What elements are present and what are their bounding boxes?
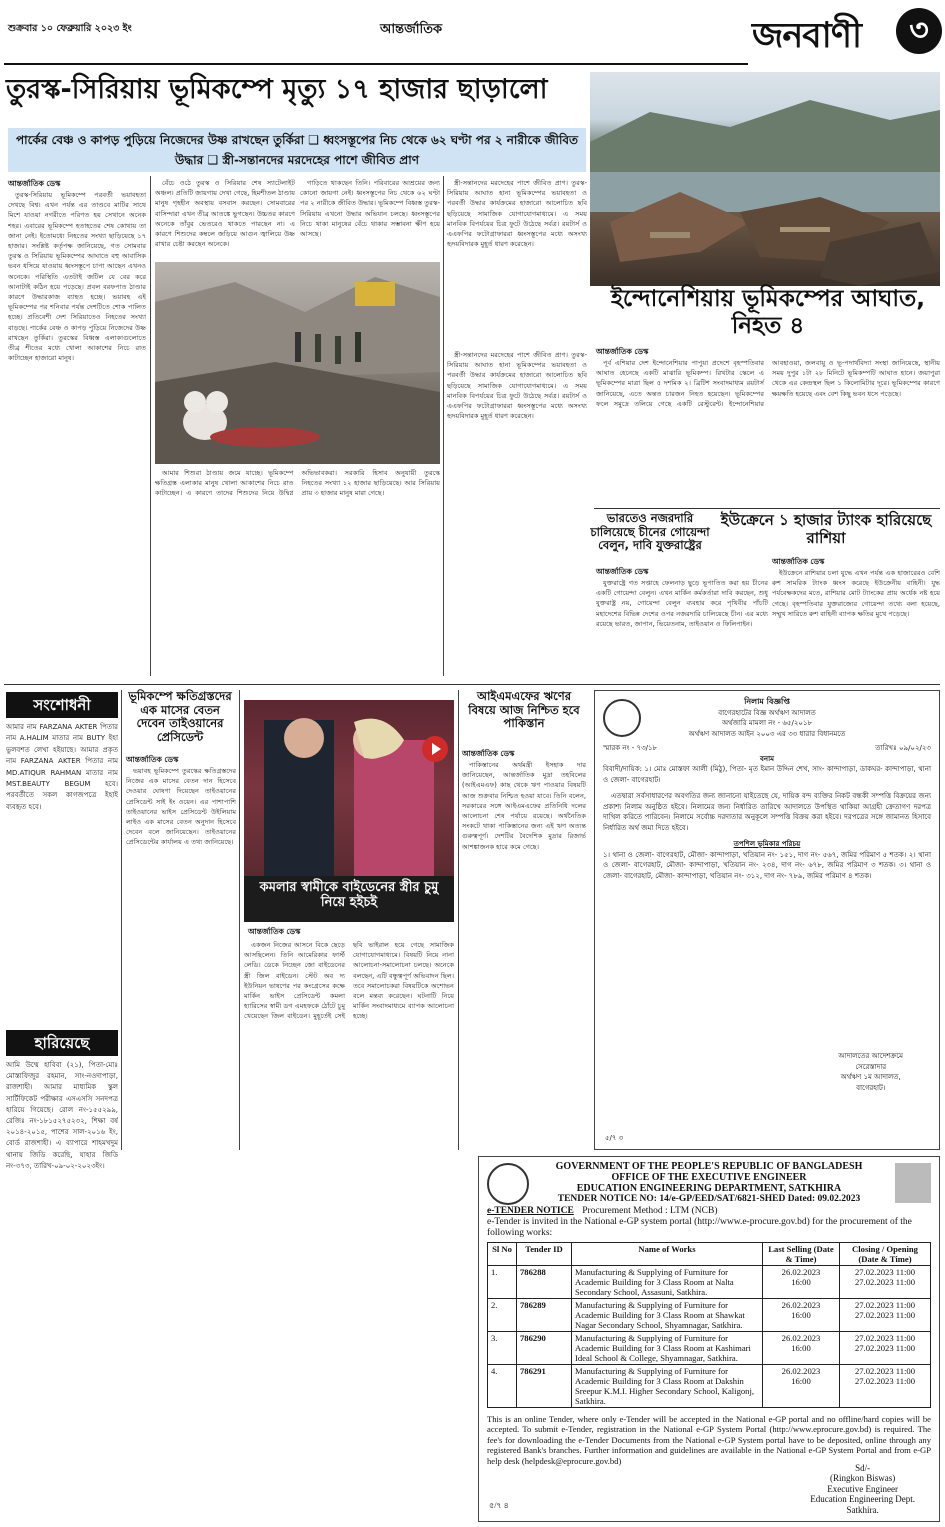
masthead: [0, 0, 945, 72]
row-closing: [840, 1365, 931, 1408]
tender-notice-no: TENDER NOTICE NO: 14/e-GP/EED/SAT/6821-SHED Dated: 09.02.2023: [557, 1194, 861, 1204]
lost-body: আমি উম্মে হাবিবা (২১), পিতা-মোঃ মোস্তাফিজুর রহমান, সাং-নওদাপাড়া, রাজশাহী। আমার মাধ্যমিক স্কুল সার্টিফিকেট পরীক্ষার এসএসসি সনদপত্র হারিয়ে গিয়েছে। রোল নং-১৫৫২৯৯, রেজিঃ নং-১৮১৫২৭৫২৩২, শিক্ষা বর্ষ ২০১৪-২০১৫, পাশের সাল-২০১৬ ইং, বোর্ড রাজশাহী। এ ব্যাপারে শাহমখদুম থানায় জিডি করেছি, যাহার জিডি নং-৩৭৩, তারিখ-০৯-০২-২০২৩ইং।: [6, 1061, 118, 1170]
tender-sign-title: Executive Engineer: [827, 1483, 898, 1494]
tender-intro: e-Tender is invited in the National e-GP system portal (http://www.e-procure.gov.bd) for the procurement of the following works:: [487, 1217, 912, 1238]
court-name: বাগেরহাটের বিজ্ঞ অর্থঋণ আদালত: [718, 708, 816, 717]
lost-title: হারিয়েছে: [6, 1030, 118, 1056]
tender-sign-sd: Sd/-: [855, 1462, 871, 1473]
imf-body: [462, 760, 586, 1150]
sell-time: 16:00: [791, 1343, 811, 1353]
court-sign-3: অর্থঋণ ১ম আদালত,: [840, 1073, 901, 1081]
section-rule: [4, 684, 940, 685]
correction-title: সংশোধনী: [6, 692, 118, 718]
china-body-text: যুক্তরাষ্ট্রে গত সপ্তাহে ফেলনাড় ছুড়ে ভূপাতিত করা হয় চীনের একটি গোয়েন্দা বেলুন। এখন মার্কিন কর্মকর্তারা দাবি করছেন, শুধু যুক্তরাষ্ট্র নয়, গোয়েন্দা বেলুন ব্যবহার করে পৃথিবীর পাঁচটি মহাদেশের বিভিন্ন দেশের ওপর নজরদারি চালিয়েছে চীন। এর মধ্যে রয়েছে ভারত, জাপান, ভিয়েতনাম, তাইওয়ান ও ফিলিপাইন।: [596, 579, 768, 628]
page-number-badge: ৩: [896, 8, 942, 54]
col-closing-opening: Closing / Opening (Date & Time): [840, 1243, 931, 1266]
imf-body-text: পাকিস্তানের অর্থমন্ত্রী ইসহাক দার জানিয়েছেন, আন্তর্জাতিক মুদ্রা তহবিলের (আইএমএফ) কাছ থেকে ঋণ পাওয়ার বিষয়টি আজ শুক্রবার নিশ্চিত হওয়া যাবে। তিনি বলেন, সরকারের সঙ্গে আইএমএফের প্রতিনিধি দলের আলোচনা শেষ পর্যায়ে রয়েছে। অর্থনৈতিক সংকটে থাকা পাকিস্তানের জন্য এই ঋণ অত্যন্ত গুরুত্বপূর্ণ। দেশটির বৈদেশিক মুদ্রার রিজার্ভ আশঙ্কাজনক হারে কমে গেছে।: [462, 761, 586, 851]
column-rule: [239, 690, 240, 1150]
kamala-body: [244, 940, 454, 1150]
kamala-body-text: একজন নিজের আসনে বিকে ছেড়ে আসছিলেন। তিনি আমেরিকার ফার্স্ট লেডি। ডেকে নিচ্ছেন জো বাইডেনের স্ত্রী জিল বাইডেন। স্টেট অব দ্য ইউনিয়ন ভাষণের পর কংগ্রেসের কক্ষে মার্কিন ভাইস প্রেসিডেন্ট কমলা হ্যারিসের স্বামী ডগ এমহফকে ঠোঁটে চুমু খেয়েছেন জিল বাইডেন। মুহূর্তেই সেই ছবি ভাইরাল হয়ে গেছে সামাজিক যোগাযোগমাধ্যমে। বিষয়টি নিয়ে নানা আলোচনা-সমালোচনা চলছে। অনেকে বলছেন, এটি বন্ধুত্বপূর্ণ অভিবাদন ছিল। তবে সমালোচকরা বিষয়টিকে অশোভন বলে মন্তব্য করেছেন। ঘটনাটি নিয়ে মার্কিন সংবাদমাধ্যমে ব্যাপক আলোচনা হচ্ছে।: [244, 941, 454, 1021]
ukraine-body: [772, 568, 940, 678]
tender-method: Procurement Method : LTM (NCB): [582, 1206, 718, 1216]
close-date: 27.02.2023 11:00: [854, 1366, 916, 1376]
court-sign-4: বাগেরহাট।: [856, 1083, 886, 1092]
imf-desk: আন্তর্জাতিক ডেস্ক: [462, 749, 515, 758]
china-body: [596, 578, 768, 678]
sell-time: 16:00: [791, 1376, 811, 1386]
row-tender-id: 786288: [517, 1266, 572, 1299]
col-sl: Sl No: [488, 1243, 517, 1266]
col-tender-id: Tender ID: [517, 1243, 572, 1266]
portrait-mark: [895, 1163, 931, 1203]
indonesia-body: [596, 358, 940, 506]
tender-ad-code: ৫/৭ ৪: [489, 1501, 509, 1510]
ukraine-desk: আন্তর্জাতিক ডেস্ক: [772, 557, 825, 566]
lead-col1-text: তুরস্ক-সিরিয়ায় ভূমিকম্পে পরবর্তী ভয়াবহতা দেখছে বিশ্ব। এখন পর্যন্ত এর তাণ্ডবে মাটির সাথে মিশে যাওয়া নগরীতে পরিণত হয় সেখানে অনেক শহর। এবারের ভূমিকম্পে হতাহতের শেষ কোথায় তা জানা নেই। ইতোমধ্যে নিহতের সংখ্যা ছাড়িয়েছে ১৭ হাজার। সংশ্লিষ্ট কর্তৃপক্ষ জানিয়েছে, গত সোমবার তুরস্ক ও সিরিয়ায় ভূমিকম্পের আঘাতে বহু আবাসিক ভবন ধসিয়ে যাওয়ায় ধ্বংসস্তূপে চাপা আছেন এখনও অনেকে। পরিস্থিতি এতটাই জটিল যে বের করে আনাটাই কঠিন হয়ে পড়েছে। প্রবল বরফপাত ঠাণ্ডার কারণে উদ্ধারকাজ ব্যাহত হচ্ছে। ভয়াবহ এই ভূমিকম্পের পর শনিবার পর্যন্ত দেশটিতে শোক পালিত হচ্ছে। প্রতিবেশী দেশ সিরিয়াতেও নিহতের সংখ্যা বাড়ছে। পার্কের বেঞ্চ ও কাপড় পুড়িয়ে নিজেদের উষ্ণ রাখছেন তুর্কিরা। তুরস্কের বিধ্বস্ত এলাকাগুলোতে তীব্র শীতের মধ্যে খোলা আকাশের নিচে রাত কাটাচ্ছেন হাজারো মানুষ।: [8, 191, 146, 363]
gov-emblem: [487, 1163, 529, 1205]
court-emblem: [603, 699, 641, 737]
tender-sign-place: Satkhira.: [846, 1504, 879, 1515]
court-sign-2: সেরেস্তাদার: [855, 1062, 887, 1071]
column-rule: [443, 176, 444, 676]
row-tender-id: 786291: [517, 1365, 572, 1408]
col-last-selling: Last Selling (Date & Time): [763, 1243, 840, 1266]
kamala-headline-box: [244, 876, 454, 922]
correction-body: আমার নাম FARZANA AKTER পিতার নাম A.HALIM মাতার নাম BUTY ইহা ভুলবশত লেখা হইয়াছে। আমার প্রকৃত নাম FARZANA AKTER পিতার নাম MD.ATIQUR RAHMAN মাতার নাম MST.BEAUTY BEGUM হবে। পরবর্তীতে সকল কাগজপত্রে ইহাই ব্যবহৃত হবে।: [6, 723, 118, 811]
court-schedule-title: তপশিল ভূমিকার পরিচয়: [733, 840, 801, 848]
row-last-selling: [763, 1332, 840, 1365]
tender-notice: [478, 1156, 940, 1522]
logo-text: জনবাণী: [752, 16, 862, 56]
indonesia-earthquake-photo: [590, 72, 940, 286]
row-sl: 2.: [488, 1299, 517, 1332]
tender-footer: This is an online Tender, where only e-Tender will be accepted in the National e-GP portal and no offline/hard copies will be accepted. To submit e-Tender, registration in the National e-GP System Portal (http://www.eprocure.gov.bd) is required. The fee's for downloading the e-Tender Documents from the National e-GP System portal have to be deposited, online through any registered Bank's branches. Further information and guidelines are available in the National e-GP System Portal and from e-GP help desk (helpdesk@eprocure.gov.bd): [487, 1414, 931, 1466]
open-date: 27.02.2023 11:00: [854, 1310, 916, 1320]
lost-notice: [6, 1030, 118, 1170]
ukraine-body-text: ইউক্রেনে রাশিয়ার চলা যুদ্ধে এখন পর্যন্ত এক হাজারেরও বেশি রুশ সামরিক ট্যাংক ধ্বংস করেছে ইউক্রেনীয় বাহিনী। যুদ্ধ পর্যবেক্ষকদের মতে, রাশিয়ার মোট ট্যাংকের প্রায় অর্ধেক নষ্ট হয়ে গেছে। বৃহস্পতিবার যুক্তরাজ্যের গোয়েন্দা তথ্যে বলা হয়েছে, সম্মুখ সারিতে রুশ বাহিনী ব্যাপক ক্ষতির মুখে পড়েছে।: [772, 569, 940, 618]
taiwan-headline: ভূমিকম্পে ক্ষতিগ্রস্তদের এক মাসের বেতন দেবেন তাইওয়ানের প্রেসিডেন্ট: [128, 689, 232, 744]
row-tender-id: 786289: [517, 1299, 572, 1332]
lead-subhead-text: পার্কের বেঞ্চ ও কাপড় পুড়িয়ে নিজেদের উষ্ণ রাখছেন তুর্কিরা ❑ ধ্বংসস্তূপের নিচ থেকে ৬২ ঘণ্টা পর ২ নারীকে জীবিত উদ্ধার ❑ স্ত্রী-সন্তানদের মরদেহের পাশে জীবিত প্রাণ: [15, 133, 579, 167]
court-body: এতদ্বারা সর্বসাধারণের অবগতির জন্য জানানো যাইতেছে যে, দায়িক বন্দ ব্যক্তির নিকট বন্ধকী সম্পত্তি বিক্রয়ের জন্য প্রকাশ্য নিলাম অনুষ্ঠিত হইবে। নিলামের জন্য নির্ধারিত তারিখে আদালতে উপস্থিত থাকিয়া আগ্রহী ক্রেতাগণ দরপত্র দাখিল করিতে পারিবেন। নিলামে সর্বোচ্চ দরদাতার অনুকূলে সম্পত্তি বিক্রয় করা হইবে। দরপত্রের সঙ্গে জামানত হিসাবে নির্ধারিত অর্থ জমা দিতে হইবে।: [603, 792, 931, 832]
row-closing: [840, 1266, 931, 1299]
court-sign-1: আদালতের আদেশক্রমে: [838, 1052, 903, 1060]
brand-logo: [752, 4, 942, 62]
taiwan-body-text: ভয়াবহ ভূমিকম্পে তুরস্কের ক্ষতিগ্রস্তদের নিজের এক মাসের বেতন দান হিসেবে দেওয়ার ঘোষণা দিয়েছেন তাইওয়ানের প্রেসিডেন্ট সাই ইং ওয়েন। এর পাশাপাশি তাইওয়ানের ভাইস প্রেসিডেন্ট উইলিয়াম লাইও এক মাসের বেতন অনুদান হিসেবে দেবেন বলে জানিয়েছেন। তাইওয়ানের প্রেসিডেন্টের কার্যালয় এ তথ্য জানিয়েছে।: [126, 767, 236, 847]
sell-time: 16:00: [791, 1277, 811, 1287]
sell-date: 26.02.2023: [781, 1300, 821, 1310]
sell-date: 26.02.2023: [781, 1267, 821, 1277]
issue-date: শুক্রবার ১০ ফেব্রুয়ারি ২০২৩ ইং: [8, 23, 132, 34]
section-rule: [594, 508, 940, 509]
indonesia-headline: ইন্দোনেশিয়ায় ভূমিকম্পের আঘাত, নিহত ৪: [610, 286, 926, 340]
table-row: [488, 1266, 931, 1299]
court-case-number: অর্থজারি মামলা নং - ৬৫/২০১৮: [721, 719, 813, 727]
table-row: [488, 1299, 931, 1332]
tender-dept: EDUCATION ENGINEERING DEPARTMENT, SATKHIRA: [576, 1183, 842, 1194]
open-date: 27.02.2023 11:00: [854, 1343, 916, 1353]
table-row: [488, 1365, 931, 1408]
rubble-teddy-bear-photo: [155, 262, 440, 464]
court-schedule: ১। থানা ও জেলা- বাগেরহাট, মৌজা- কান্দাপাড়া, খতিয়ান নং- ১৫১, দাগ নং- ৫৬৭, জমির পরিমাণ ৫ শতক। ২। থানা ও জেলা- বাগেরহাট, মৌজা- কান্দাপাড়া, খতিয়ান নং- ২৩৪, দাগ নং- ৬৭৮, জমির পরিমাণ ৩ শতক। ৩। থানা ও জেলা- বাগেরহাট, মৌজা- কান্দাপাড়া, খতিয়ান নং- ৩১২, দাগ নং- ৭৮৯, জমির পরিমাণ ৪ শতক।: [603, 850, 931, 880]
tender-sign-dept: Education Engineering Dept.: [810, 1494, 915, 1504]
close-date: 27.02.2023 11:00: [854, 1300, 916, 1310]
sell-date: 26.02.2023: [781, 1333, 821, 1343]
ukraine-headline: ইউক্রেনে ১ হাজার ট্যাংক হারিয়েছে রাশিয়া: [720, 511, 932, 547]
imf-headline: আইএমএফের ঋণের বিষয়ে আজ নিশ্চিত হবে পাকিস্তান: [468, 689, 580, 731]
row-work: Manufacturing & Supplying of Furniture for Academic Building for 3 Class Room at Kashimari Ideal School & College, Shyamnagar, Satkhira.: [572, 1332, 763, 1365]
header-rule: [4, 63, 748, 65]
row-last-selling: [763, 1365, 840, 1408]
lead-headline: তুরস্ক-সিরিয়ায় ভূমিকম্পে মৃত্যু ১৭ হাজার ছাড়ালো: [6, 74, 548, 105]
row-work: Manufacturing & Supplying of Furniture for Academic Building for 3 Class Room at Shawkat Nagar Secondary School, Shyamnagar, Satkhira.: [572, 1299, 763, 1332]
kamala-desk: আন্তর্জাতিক ডেস্ক: [248, 927, 301, 936]
court-ref: স্মারক নং - ৭৩/১৮: [603, 744, 658, 752]
lead-column-4b: [447, 350, 587, 678]
court-party-heading: বনাম: [760, 754, 774, 763]
photo-illustration: [590, 72, 940, 286]
correction-notice: [6, 692, 118, 1022]
lead-col2-text: বেঁচে ওঠে তুরস্ক ও সিরিয়ার শেষ স্যাটেলাইট অঞ্চল। প্রতিটি জায়গায় দেখা গেছে, হিমশীতল ঠাণ্ডায় মানুষ গৃহহীন অবস্থায় বসবাস করছেন। সোমবারের বাসিন্দারা এখন তীব্র আতঙ্কে ভুগছেন। উচ্চতর কারণে অনেকে তাঁবুর ভেতরেও থাকতে পারছেন না। এ কারণে শিশুদের কম্বলে জড়িয়ে আগুন জ্বালিয়ে উষ্ণ রাখার চেষ্টা করছেন অনেকে।: [155, 179, 295, 249]
indonesia-desk: আন্তর্জাতিক ডেস্ক: [596, 347, 649, 356]
court-notice-title: নিলাম বিজ্ঞপ্তি: [744, 697, 790, 706]
tender-sign-name: (Ringkon Biswas): [830, 1473, 896, 1483]
biden-kiss-photo[interactable]: [244, 700, 454, 876]
row-last-selling: [763, 1299, 840, 1332]
etender-label: e-TENDER NOTICE: [487, 1206, 574, 1216]
close-date: 27.02.2023 11:00: [854, 1267, 916, 1277]
sell-date: 26.02.2023: [781, 1366, 821, 1376]
taiwan-desk: আন্তর্জাতিক ডেস্ক: [126, 755, 179, 764]
column-rule: [458, 690, 459, 1150]
row-closing: [840, 1332, 931, 1365]
lead-desk: আন্তর্জাতিক ডেস্ক: [8, 179, 61, 188]
court-notice-sub: অর্থঋণ আদালত আইন ২০০৩ এর ৩৩ ধারার বিধানমতে: [688, 729, 846, 738]
court-date: তারিখঃ ০৯/০২/২৩: [875, 744, 931, 752]
row-last-selling: [763, 1266, 840, 1299]
lead-subhead: [8, 128, 586, 172]
lead-column-1: [8, 190, 146, 678]
indonesia-body-text: পূর্ব এশিয়ার দেশ ইন্দোনেশিয়ার পাপুয়া প্রদেশে বৃহস্পতিবার আঘাত হেনেছে একটি মাঝারি ভূমিকম্প। রিখটার স্কেলে এ ভূমিকম্পের মাত্রা ছিল ৫ দশমিক ২। ব্রিটিশ সংবাদমাধ্যম রয়টার্স জানিয়েছে, এতে অন্তত চারজন নিহত হয়েছেন। ভূমিকম্পের ফলে সমুদ্রে তলিয়ে গেছে একটি রেস্টুরেন্ট। ইন্দোনেশিয়ার আবহাওয়া, জলবায়ু ও ভূ-পদার্থবিদ্যা সংস্থা জানিয়েছে, স্থানীয় সময় দুপুর ১টা ২৮ মিনিটে ভূমিকম্পটি আঘাত হানে। জয়াপুরা থেকে এর কেন্দ্রস্থল ছিল ১ কিলোমিটার দূরে। ভূমিকম্পের কারণে ক্ষয়ক্ষতি হয়েছে এবং বেশ কিছু ভবন ধসে পড়েছে।: [596, 359, 940, 408]
court-auction-notice: [594, 690, 940, 1150]
lead-column-bottom: [155, 468, 440, 678]
taiwan-body: [126, 766, 236, 1146]
row-work: Manufacturing & Supplying of Furniture for Academic Building for 3 Class Room at Nalta Secondary School, Assasuni, Satkhira.: [572, 1266, 763, 1299]
row-sl: 3.: [488, 1332, 517, 1365]
row-tender-id: 786290: [517, 1332, 572, 1365]
lead-column-4: [447, 178, 587, 348]
photo-illustration: [155, 262, 440, 464]
lead-col4-text: স্ত্রী-সন্তানদের মরদেহের পাশে জীবিত প্রাণ। তুরস্ক-সিরিয়ায় আঘাত হানা ভূমিকম্পের ভয়াবহতা ও পরবর্তী উদ্ধার কার্যক্রমের হাজারো আলোচিত ছবি ছড়িয়েছে সামাজিক যোগাযোগমাধ্যমে। এ সময় মানবিক বিপর্যয়ের চিত্র ফুটে উঠেছে সর্বত্র। রয়টার্স ও এএফপির ফটোগ্রাফাররা ধ্বংসস্তূপের মধ্যে অসংখ্য হৃদয়বিদারক মুহূর্ত ধারণ করেছেন।: [447, 179, 587, 249]
table-row: [488, 1332, 931, 1365]
tender-office: OFFICE OF THE EXECUTIVE ENGINEER: [611, 1172, 807, 1183]
close-date: 27.02.2023 11:00: [854, 1333, 916, 1343]
sell-time: 16:00: [791, 1310, 811, 1320]
row-closing: [840, 1299, 931, 1332]
lead-bottom-text: আমার শিশুরা ঠাণ্ডায় জমে যাচ্ছে। ভূমিকম্পে ক্ষতিগ্রস্ত এলাকার মানুষ খোলা আকাশের নিচে রাত কাটাচ্ছেন। এ কারণে তাদের শিশুদের নিয়ে উদ্বিগ্ন অভিভাবকরা। সরকারি হিসাব অনুযায়ী তুরস্কে নিহতের সংখ্যা ১২ হাজার ছাড়িয়েছে। আর সিরিয়ায় প্রায় ৩ হাজার মানুষ মারা গেছে।: [155, 469, 440, 498]
china-desk: আন্তর্জাতিক ডেস্ক: [596, 567, 649, 576]
kamala-headline: কমলার স্বামীকে বাইডেনের স্ত্রীর চুমু নিয়ে হইচই: [259, 880, 439, 911]
column-rule: [150, 176, 151, 676]
court-party: বিবাদী/দায়িক: ১। মোঃ মোস্তফা আলী (মিঠু), পিতা- মৃত ইমান উদ্দিন শেখ, সাং- কান্দাপাড়া, ডাকঘর- কান্দাপাড়া, থানা ও জেলা- বাগেরহাট।: [603, 765, 932, 784]
tender-table-header: [488, 1243, 931, 1266]
tender-gov: GOVERNMENT OF THE PEOPLE'S REPUBLIC OF BANGLADESH: [555, 1161, 863, 1172]
col-works: Name of Works: [572, 1243, 763, 1266]
open-date: 27.02.2023 11:00: [854, 1376, 916, 1386]
column-rule: [121, 690, 122, 1150]
tender-table: [487, 1242, 931, 1408]
section-title: আন্তর্জাতিক: [380, 22, 443, 37]
lead-col4-text-continued: স্ত্রী-সন্তানদের মরদেহের পাশে জীবিত প্রাণ। তুরস্ক-সিরিয়ায় আঘাত হানা ভূমিকম্পের ভয়াবহতা ও পরবর্তী উদ্ধার কার্যক্রমের হাজারো আলোচিত ছবি ছড়িয়েছে সামাজিক যোগাযোগমাধ্যমে। এ সময় মানবিক বিপর্যয়ের চিত্র ফুটে উঠেছে সর্বত্র। রয়টার্স ও এএফপির ফটোগ্রাফাররা ধ্বংসস্তূপের মধ্যে অসংখ্য হৃদয়বিদারক মুহূর্ত ধারণ করেছেন।: [447, 351, 587, 421]
court-ad-code: ৫/৭ ৩: [605, 1133, 624, 1142]
row-sl: 4.: [488, 1365, 517, 1408]
lead-column-3: [300, 178, 440, 258]
row-sl: 1.: [488, 1266, 517, 1299]
row-work: Manufacturing & Supplying of Furniture for Academic Building for 3 Class Room at Dakshin Sreepur K.M.I. Higher Secondary School, Kaligonj, Satkhira.: [572, 1365, 763, 1408]
open-date: 27.02.2023 11:00: [854, 1277, 916, 1287]
lead-column-2: [155, 178, 295, 258]
lead-col3-text: গাড়িতে থাকছেন তিনি। পরিবারের আশ্রয়ের জন্য কোনো জায়গা নেই। ধ্বংসস্তূপের নিচ থেকে ৬২ ঘণ্টা পর ২ নারীকে জীবিত উদ্ধার। ভূমিকম্পে বিধ্বস্ত তুরস্ক-সিরিয়ায় এখনো উদ্ধার অভিযান চলছে। ধ্বংসস্তূপের নিচে থাকা মানুষের বেঁচে থাকার সম্ভাবনা ক্ষীণ হয়ে আসছে।: [300, 179, 440, 239]
china-headline: ভারতেও নজরদারি চালিয়েছে চীনের গোয়েন্দা বেলুন, দাবি যুক্তরাষ্ট্রের: [590, 511, 710, 553]
photo-illustration: [244, 700, 454, 876]
video-play-icon[interactable]: [422, 736, 448, 762]
